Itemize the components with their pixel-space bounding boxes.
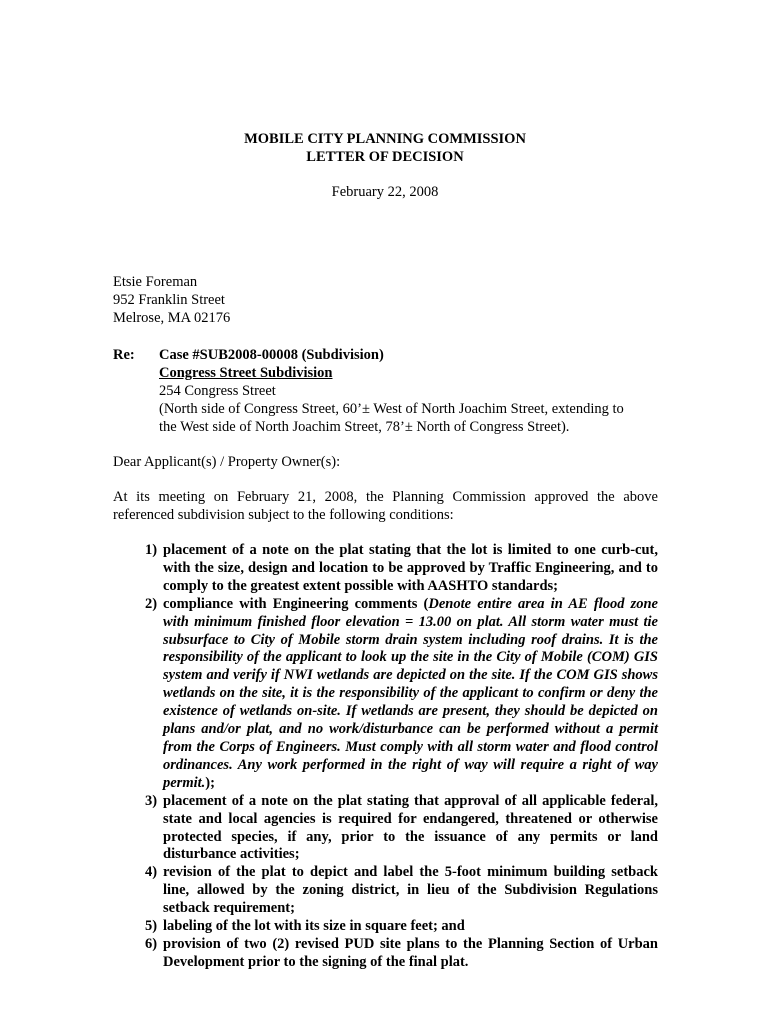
- engineering-comments: Denote entire area in AE flood zone with minimum finished floor elevation = 13.00 on plat. All storm water must tie subsurface to City of Mobile storm drain system including roof drains. It is the responsibility of the applicant to look up the site in the City of Mobile (COM) GIS system and verify if NWI wetlands are depicted on the site. If the COM GIS shows wetlands on the site, it is the responsibility of the applicant to confirm or deny the existence of wetlands on-site. If wetlands are present, they should be depicted on plans and/or plat, and no work/disturbance can be performed without a permit from the Corps of Engineers. Must comply with all storm water and flood control ordinances. Any work performed in the right of way will require a right of way permit.: [163, 595, 658, 791]
- subdivision-name: Congress Street Subdivision: [159, 365, 333, 381]
- addressee-street: 952 Franklin Street: [113, 292, 225, 308]
- condition-text-close: );: [205, 774, 215, 791]
- condition-number: 2): [145, 595, 158, 612]
- condition-text: provision of two (2) revised PUD site plans to the Planning Section of Urban Development prior to the signing of the final plat.: [163, 935, 658, 970]
- condition-number: 1): [145, 542, 158, 558]
- salutation: Dear Applicant(s) / Property Owner(s):: [113, 454, 341, 470]
- condition-number: 5): [145, 918, 158, 935]
- condition-text: revision of the plat to depict and label the 5-foot minimum building setback line, allowed by the zoning district, in lieu of the Subdivision Regulations setback requirement;: [163, 864, 658, 917]
- letter-date: February 22, 2008: [331, 184, 439, 200]
- letter-heading: [0, 130, 770, 166]
- condition-item: [145, 596, 658, 793]
- conditions-list: [145, 542, 658, 972]
- condition-item: [145, 542, 658, 596]
- condition-text-intro: compliance with Engineering comments (: [163, 595, 429, 612]
- location-description-line2: the West side of North Joachim Street, 78’± North of Congress Street).: [159, 419, 570, 435]
- condition-item: [145, 936, 658, 972]
- re-body: [159, 346, 673, 436]
- organization-title: MOBILE CITY PLANNING COMMISSION: [244, 131, 526, 147]
- condition-number: 6): [145, 935, 158, 952]
- condition-text: placement of a note on the plat stating that approval of all applicable federal, state and local agencies is required for endangered, threatened or otherwise protected species, if any, prior to the issuance of any permits or land disturbance activities;: [163, 792, 658, 863]
- condition-item: [145, 864, 658, 918]
- document-type-title: LETTER OF DECISION: [306, 149, 464, 165]
- re-block: [113, 346, 673, 436]
- condition-item: [145, 793, 658, 865]
- condition-text: labeling of the lot with its size in square feet; and: [163, 918, 465, 935]
- case-number: Case #SUB2008-00008 (Subdivision): [159, 347, 384, 363]
- addressee-city: Melrose, MA 02176: [113, 310, 231, 326]
- addressee-name: Etsie Foreman: [113, 274, 198, 290]
- condition-number: 3): [145, 792, 158, 809]
- property-address: 254 Congress Street: [159, 383, 276, 399]
- location-description-line1: (North side of Congress Street, 60’± West of North Joachim Street, extending to: [159, 401, 624, 417]
- condition-item: [145, 918, 658, 936]
- condition-text: placement of a note on the plat stating that the lot is limited to one curb-cut, with the size, design and location to be approved by Traffic Engineering, and to comply to the greatest extent possible with AASHTO standards;: [163, 542, 658, 594]
- condition-number: 4): [145, 864, 158, 881]
- re-label: Re:: [113, 347, 135, 363]
- addressee-block: [113, 273, 230, 327]
- intro-paragraph: At its meeting on February 21, 2008, the Planning Commission approved the above referenced subdivision subject to the following conditions:: [113, 489, 658, 523]
